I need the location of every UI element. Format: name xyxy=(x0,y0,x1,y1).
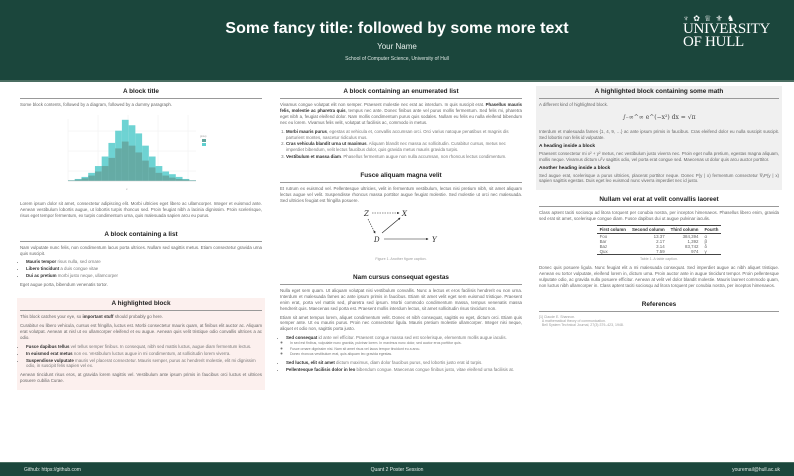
github-link[interactable]: Github: https://github.com xyxy=(24,467,81,473)
svg-text:X: X xyxy=(402,209,407,218)
nested-list-block: Nam cursus consequat egestas Nulla eget sem quam. Ut aliquam volutpat nisi vestibulum convallis. Nunc a lectus et eros facilisis hendrerit eu non urna. Interdum et malesuada fames ac ante ipsum primis in faucibus. Etiam sit amet velit eget sem euismod tristique. Praesent enim erat, porta vel mattis sed, pharetra sed ipsum. Morbi commodo condimentum massa, tempus venenatis massa hendrerit quis. Maecenas sed porta est. Praesent mollis interdum lectus, sit amet sollicitudin risus tincidunt non. Etiam sit amet tempus lorem, aliquet condimentum velit. Donec et nibh consequat, sagittis ex eget, dictum orci. Etiam quis semper ante. Ut eu mauris purus. Proin nec consectetur ligula. Mauris pretium molestie ullamcorper. Integer nisi neque, aliquet et odio non, sagittis porta justo. • Sed consequat id ante vel efficitur. Praesent congue massa sed est scelerisque, elementum mollis augue iaculis. ◦ In sed est finibus, vulputate nunc gravida, pulvinar lorem. In maximus nunc dolor, sed auctor eros porttitor quis. ◦ Fusce ornare dignissim nisi. Nam sit amet risus vel lacus tempor tincidunt eu a arcu. ◦ Donec rhoncus vestibulum erat, quis aliquam leo gravida egestas. • Sed luctus, elit sit amet dictum maximus, diam dolor faucibus purus, sed lobortis justo erat id turpis. • Pellentesque facilisis dolor in leo bibendum congue. Maecenas congue finibus justo, vitae eleifend urna facilisis at. xyxy=(277,272,525,379)
equation: ∫₋∞^∞ e^(−x²) dx = √π xyxy=(622,113,696,121)
enumerated-list-block: A block containing an enumerated list Vivamus congue volutpat elit non semper. Praesent molestie nec erat ac interdum. In quis suscipit erat. Phasellus mauris felis, molestie ac pharetra quis, tempus nec ante. Donec finibus ante vel purus mollis fermentum. Sed felis mi, pharetra eget nibh a, feugiat eleifend dolor. Nam mollis condimentum purus quis sodales. Nullam eu felis eu nulla eleifend bibendum nec eu lorem. Vivamus felis velit, volutpat ut facilisis ac, commodo in metus. 1. Morbi mauris purus, egestas at vehicula et, convallis accumsan orci. Orci varius natoque penatibus et magnis dis parturient montes, nascetur ridiculus mus. 2. Cras vehicula blandit urna ut maximus. Aliquam blandit nec massa ac sollicitudin. Curabitur cursus, metus nec imperdiet bibendum, velit lectus faucibus dolor, quis gravida metus mauris gravida turpis. 3. Vestibulum et massa diam. Phasellus fermentum augue non nulla accumsan, non rhoncus lectus condimentum. xyxy=(277,86,525,166)
poster-header xyxy=(0,0,794,82)
session-name: Quant 2 Poster Session xyxy=(370,467,424,473)
crest-icons: ♆ ✿ ♕ ⚜ ♞ xyxy=(683,14,736,23)
column-2 xyxy=(277,86,525,382)
poster-title: Some fancy title: followed by some more text xyxy=(225,20,569,37)
institute: School of Computer Science, University of Hull xyxy=(345,56,449,62)
histogram-chart xyxy=(56,111,226,193)
highlighted-block: A highlighted block This block catches your eye, so important stuff should probably go here. Curabitur eu libero vehicula, cursus est fringilla, luctus est. Morbi consectetur mauris quam, at finibus elit auctor ac. Aliquam erat volutpat. Aenean at nisl ut ex ullamcorper eleifend et eu augue. Aenean quis velit tristique odio convallis ultrices a ac odio. • Fusce dapibus tellus vel tellus semper finibus. In consequat, nibh sed mattis luctus, augue diam fermentum lectus. • In euismod erat metus non ex. Vestibulum luctus augue in mi condimentum, at sollicitudin lorem viverra. • Suspendisse vulputate mauris vel placerat consectetur. Mauris semper, purus ac hendrerit molestie, elit mi dignissim odio, in suscipit felis sapien vel ex. Aenean tincidunt risus eros, at gravida lorem sagittis vel. Vestibulum ante ipsum primis in faucibus orci luctus et ultrices posuere cubilia Curae. xyxy=(17,298,265,390)
reference-entry: [1] Claude E. Shannon. A mathematical theory of communication. Bell System Technical Journal, 27(3):379–423, 1948. xyxy=(539,314,624,328)
histogram-figure xyxy=(20,111,262,198)
svg-text:group: group xyxy=(200,134,207,138)
university-logo: ♆ ✿ ♕ ⚜ ♞ UNIVERSITY OF HULL xyxy=(683,14,770,50)
svg-text:Z: Z xyxy=(364,209,369,218)
column-1 xyxy=(17,86,265,394)
table-row: Qux 7.59 974 γ xyxy=(597,249,722,255)
svg-text:x: x xyxy=(126,186,128,191)
table-row: Bar 2.17 1,392 β xyxy=(599,239,708,245)
svg-text:D: D xyxy=(374,235,380,244)
poster-footer xyxy=(0,462,794,476)
table-row: Baz 3.14 83,742 δ xyxy=(599,244,707,250)
list-block: A block containing a list Nam vulputate nunc felis, non condimentum lacus porta ultrices. Nullam sed sagittis metus. Etiam consectetur gravida urna quis suscipit. • Mauris tempor risus nulla, sed ornare • Libero tincidunt a duis congue vitae • Dui ac pretium morbi justo neque, ullamcorper Eget augue porta, bibendum venenatis tortor. xyxy=(17,229,265,294)
block-title: A block title Some block contents, followed by a diagram, followed by a dummy paragraph. x group Lorem ipsum dolor sit amet, consectetur adipiscing elit. Morbi ultricies eget libero ac ullamcorper. Integer et euismod ante. Aenean vestibulum lobortis augue, ut lobortis turpis rhoncus sed. Proin feugiat nibh a lacinia dignissim. Proin scelerisque, risus eget tempor fermentum, ex turpis condimentum urna, quis malesuada sapien arcu eu purus. xyxy=(20,88,262,218)
causal-diagram xyxy=(280,207,522,254)
diagram-block: Fusce aliquam magna velit Et rutrum ex euismod vel. Pellentesque ultricies, velit in fermentum vestibulum, lectus nisi pretium nibh, sit amet aliquam lectus augue vel velit. Suspendisse rhoncus massa porttitor augue feugiat molestie. Sed molestie ut orci nec malesuada. Sed ultricies feugiat est fringilla posuere. Z X D Y Figure 1. Another figure caption. xyxy=(280,172,522,261)
table-row: Foo 13.37 384,394 α xyxy=(599,234,708,240)
math-block: A highlighted block containing some math A different kind of highlighted block. ∫₋∞^∞ e^(−x²) dx = √π Interdum et malesuada fames {1, 4, 9, …} ac ante ipsum primis in faucibus. Cras eleifend dolor eu nulla suscipit suscipit. Sed lobortis non felis id vulputate. A heading inside a block Praesent consectetur mi x² + y² metus, nec vestibulum justo viverra nec. Proin eget nulla pretium, egestas magna aliquam, mollis neque. Vivamus dictum uᵀv sagittis odio, vel porta erat congue sed. Maecenas ut dolor quis arcu auctor porttitor. Another heading inside a block Sed augue erat, scelerisque a purus ultricies, placerat porttitor neque. Donec P(y | x) fermentum consectetur ∇ₓP(y | x) sapien sagittis egestas. Duis eget leo euismod nunc viverra imperdiet nec id justo. xyxy=(536,86,782,190)
table-block: Nullam vel erat at velit convallis laoreet Class aptent taciti sociosqu ad litora torquent per conubia nostra, per inceptos himenaeos. Phasellus libero enim, gravida sed erat sit amet, scelerisque congue diam. Fusce dapibus dui ut augue pulvinar iaculis. First column Second column Third column Fourth Foo 13.37 384,394 α Bar 2.17 1,392 β Baz 3.14 83,742 δ Qux 7.59 974 γ Table 1. A table caption. Donec quis posuere ligula. Nunc feugiat elit a mi malesuada consequat. Sed imperdiet augue ac nibh aliquet tristique. Aenean eu tortor vulputate, eleifend lorem in, dictum urna. Proin auctor ante in augue tincidunt tempor. Proin pellentesque vulputate odio, ac gravida nulla posuere efficitur. Aenean at velit vel dolor blandit molestie. Mauris laoreet commodo quam, non luctus nibh ullamcorper in. Class aptent taciti sociosqu ad litora torquent per conubia nostra, per inceptos himenaeos. xyxy=(539,196,779,288)
references-block: References [1] Claude E. Shannon. A mathematical theory of communication. Bell System Technical Journal, 27(3):379–423, 1948. xyxy=(536,299,782,331)
data-table: First column Second column Third column Fourth Foo 13.37 384,394 α Bar 2.17 1,392 β Baz 3.14 83,742 δ Qux 7.59 974 γ xyxy=(597,225,722,255)
author-name: Your Name xyxy=(377,42,417,51)
email-link[interactable]: youremail@hull.ac.uk xyxy=(732,467,780,473)
svg-text:Y: Y xyxy=(432,235,437,244)
column-3 xyxy=(536,86,782,335)
